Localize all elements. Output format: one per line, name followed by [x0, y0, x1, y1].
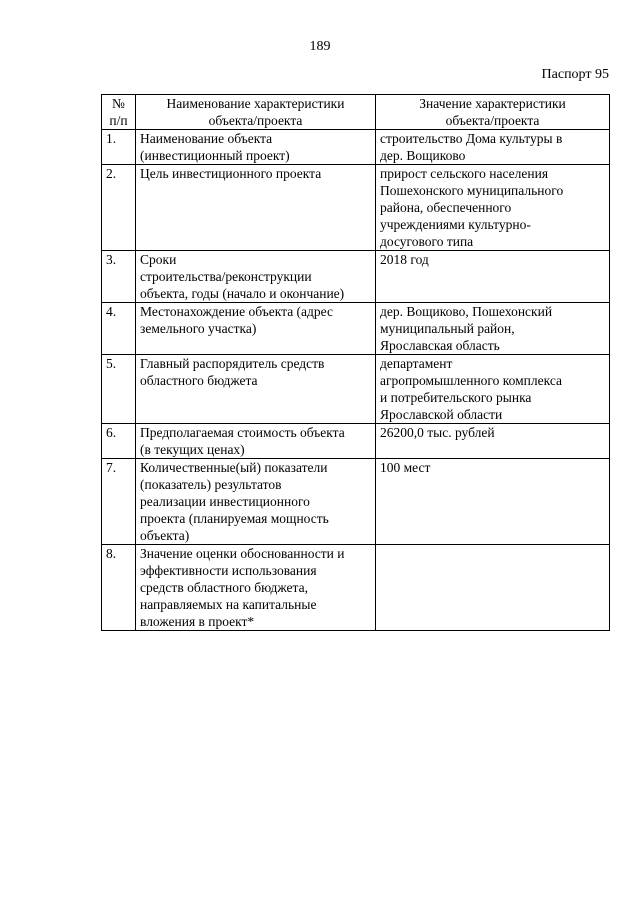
row-num: 7.	[102, 459, 136, 545]
row-num: 8.	[102, 545, 136, 631]
header-row	[102, 95, 610, 130]
header-value: Значение характеристики объекта/проекта	[376, 95, 610, 130]
page-number: 189	[309, 39, 331, 54]
passport-table	[101, 94, 610, 631]
table-row	[102, 459, 610, 545]
header-num: № п/п	[102, 95, 136, 130]
table-row	[102, 303, 610, 355]
row-num: 4.	[102, 303, 136, 355]
row-value: департамент агропромышленного комплекса и потребительского рынка Ярославской области	[376, 355, 610, 424]
row-name: Количественные(ый) показатели (показатель) результатов реализации инвестиционного проекта (планируемая мощность объекта)	[136, 459, 376, 545]
table-row	[102, 424, 610, 459]
row-value	[376, 545, 610, 631]
table-row	[102, 355, 610, 424]
row-name: Значение оценки обоснованности и эффективности использования средств областного бюджета, направляемых на капитальные вложения в проект*	[136, 545, 376, 631]
row-value: прирост сельского населения Пошехонского муниципального района, обеспеченного учреждениями культурно- досугового типа	[376, 165, 610, 251]
row-num: 5.	[102, 355, 136, 424]
row-num: 6.	[102, 424, 136, 459]
table-header	[102, 95, 610, 130]
table-row	[102, 251, 610, 303]
row-value: строительство Дома культуры в дер. Вощиково	[376, 130, 610, 165]
header-name: Наименование характеристики объекта/проекта	[136, 95, 376, 130]
row-name: Главный распорядитель средств областного бюджета	[136, 355, 376, 424]
passport-label: Паспорт 95	[541, 67, 609, 82]
row-name: Местонахождение объекта (адрес земельного участка)	[136, 303, 376, 355]
row-num: 3.	[102, 251, 136, 303]
row-name: Наименование объекта (инвестиционный проект)	[136, 130, 376, 165]
row-name: Цель инвестиционного проекта	[136, 165, 376, 251]
table-row	[102, 165, 610, 251]
row-value: 100 мест	[376, 459, 610, 545]
row-value: 2018 год	[376, 251, 610, 303]
table-body	[102, 130, 610, 631]
row-name: Предполагаемая стоимость объекта (в текущих ценах)	[136, 424, 376, 459]
row-name: Сроки строительства/реконструкции объекта, годы (начало и окончание)	[136, 251, 376, 303]
row-num: 2.	[102, 165, 136, 251]
row-value: дер. Вощиково, Пошехонский муниципальный район, Ярославская область	[376, 303, 610, 355]
table-row	[102, 130, 610, 165]
row-num: 1.	[102, 130, 136, 165]
table-row	[102, 545, 610, 631]
row-value: 26200,0 тыс. рублей	[376, 424, 610, 459]
